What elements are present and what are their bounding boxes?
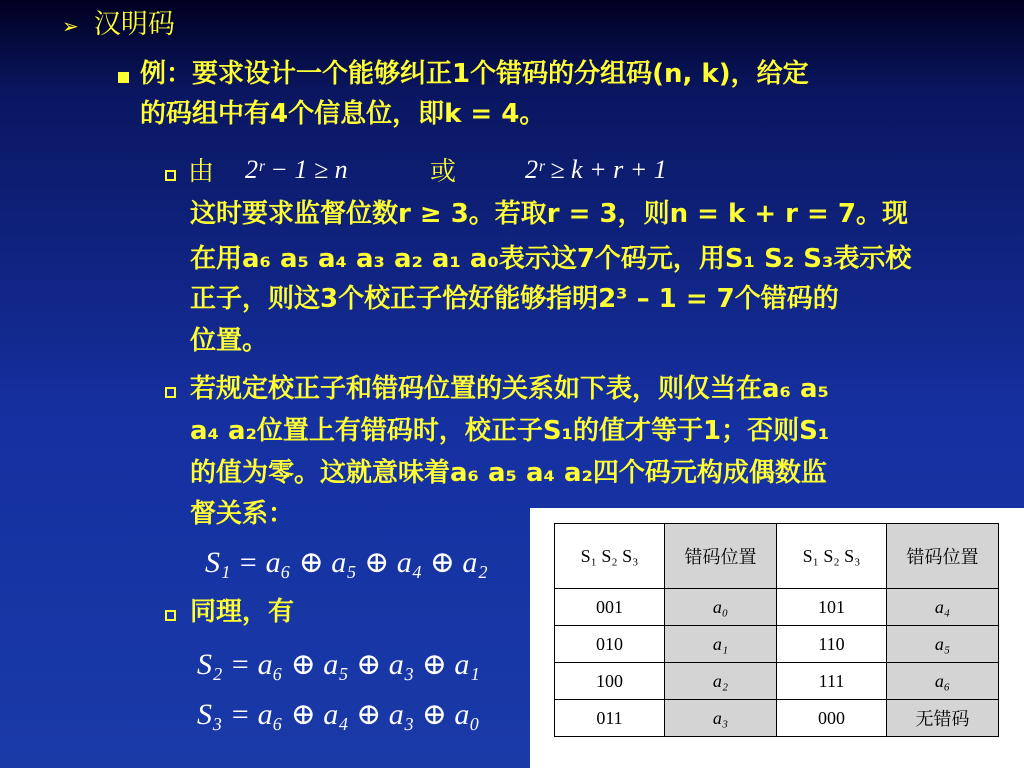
table-cell: 100 — [555, 663, 665, 700]
para1-line-4: 位置。 — [190, 326, 269, 356]
example-line-1: 例：要求设计一个能够纠正1个错码的分组码(n, k)，给定 — [140, 59, 809, 89]
hollow-square-bullet-icon — [165, 610, 176, 621]
syndrome-table — [554, 523, 999, 737]
para1-line-1: 这时要求监督位数r ≥ 3。若取r = 3，则n = k + r = 7。现 — [190, 199, 908, 229]
hollow-square-bullet-icon — [165, 170, 176, 181]
equation-s1: S₁ = a₆ ⊕ a₅ ⊕ a₄ ⊕ a₂ — [205, 546, 488, 579]
table-cell: 111 — [777, 663, 887, 700]
same-bullet — [165, 606, 176, 625]
para1-line-2: 在用a₆ a₅ a₄ a₃ a₂ a₁ a₀表示这7个码元，用S₁ S₂ S₃表示校 — [190, 244, 912, 274]
table-row — [555, 626, 999, 663]
table-cell: a₃ — [665, 700, 777, 737]
cond-label: 由 — [188, 157, 215, 187]
table-row — [555, 663, 999, 700]
cond-bullet — [165, 166, 176, 185]
table-cell: 无错码 — [887, 700, 999, 737]
para2-line-3: 的值为零。这就意味着a₆ a₅ a₄ a₂四个码元构成偶数监 — [190, 458, 827, 488]
table-header-cell: S₁ S₂ S₃ — [777, 524, 887, 589]
arrow-bullet-icon: ➢ — [62, 14, 79, 38]
table-cell: 010 — [555, 626, 665, 663]
example-line-2: 的码组中有4个信息位，即k = 4。 — [140, 99, 546, 129]
example-bullet — [118, 68, 129, 87]
para1-line-3: 正子，则这3个校正子恰好能够指明2³ – 1 = 7个错码的 — [190, 284, 839, 314]
same-label: 同理，有 — [190, 597, 295, 627]
table-header-cell: 错码位置 — [665, 524, 777, 589]
para2-bullet — [165, 383, 176, 402]
table-cell: a₆ — [887, 663, 999, 700]
table-header-row — [555, 524, 999, 589]
table-cell: a₅ — [887, 626, 999, 663]
table-row — [555, 589, 999, 626]
table-cell: a₂ — [665, 663, 777, 700]
table-cell: 000 — [777, 700, 887, 737]
table-header-cell: S₁ S₂ S₃ — [555, 524, 665, 589]
table-cell: 011 — [555, 700, 665, 737]
table-cell: 001 — [555, 589, 665, 626]
equation-s3: S₃ = a₆ ⊕ a₄ ⊕ a₃ ⊕ a₀ — [197, 698, 480, 731]
cond-or: 或 — [430, 157, 457, 187]
table-cell: a₄ — [887, 589, 999, 626]
equation-s2: S₂ = a₆ ⊕ a₅ ⊕ a₃ ⊕ a₁ — [197, 648, 480, 681]
para2-line-4: 督关系： — [190, 499, 295, 529]
cond-formula-1: 2ʳ − 1 ≥ n — [245, 155, 348, 184]
para2-line-1: 若规定校正子和错码位置的关系如下表，则仅当在a₆ a₅ — [190, 374, 829, 404]
hollow-square-bullet-icon — [165, 387, 176, 398]
square-bullet-icon — [118, 72, 129, 83]
para2-line-2: a₄ a₂位置上有错码时，校正子S₁的值才等于1；否则S₁ — [190, 416, 830, 446]
table-cell: 101 — [777, 589, 887, 626]
table-row — [555, 700, 999, 737]
title-row — [62, 6, 175, 44]
table-cell: a₁ — [665, 626, 777, 663]
section-title: 汉明码 — [93, 9, 175, 40]
cond-formula-2: 2ʳ ≥ k + r + 1 — [525, 155, 667, 184]
table-header-cell: 错码位置 — [887, 524, 999, 589]
table-cell: a₀ — [665, 589, 777, 626]
table-cell: 110 — [777, 626, 887, 663]
